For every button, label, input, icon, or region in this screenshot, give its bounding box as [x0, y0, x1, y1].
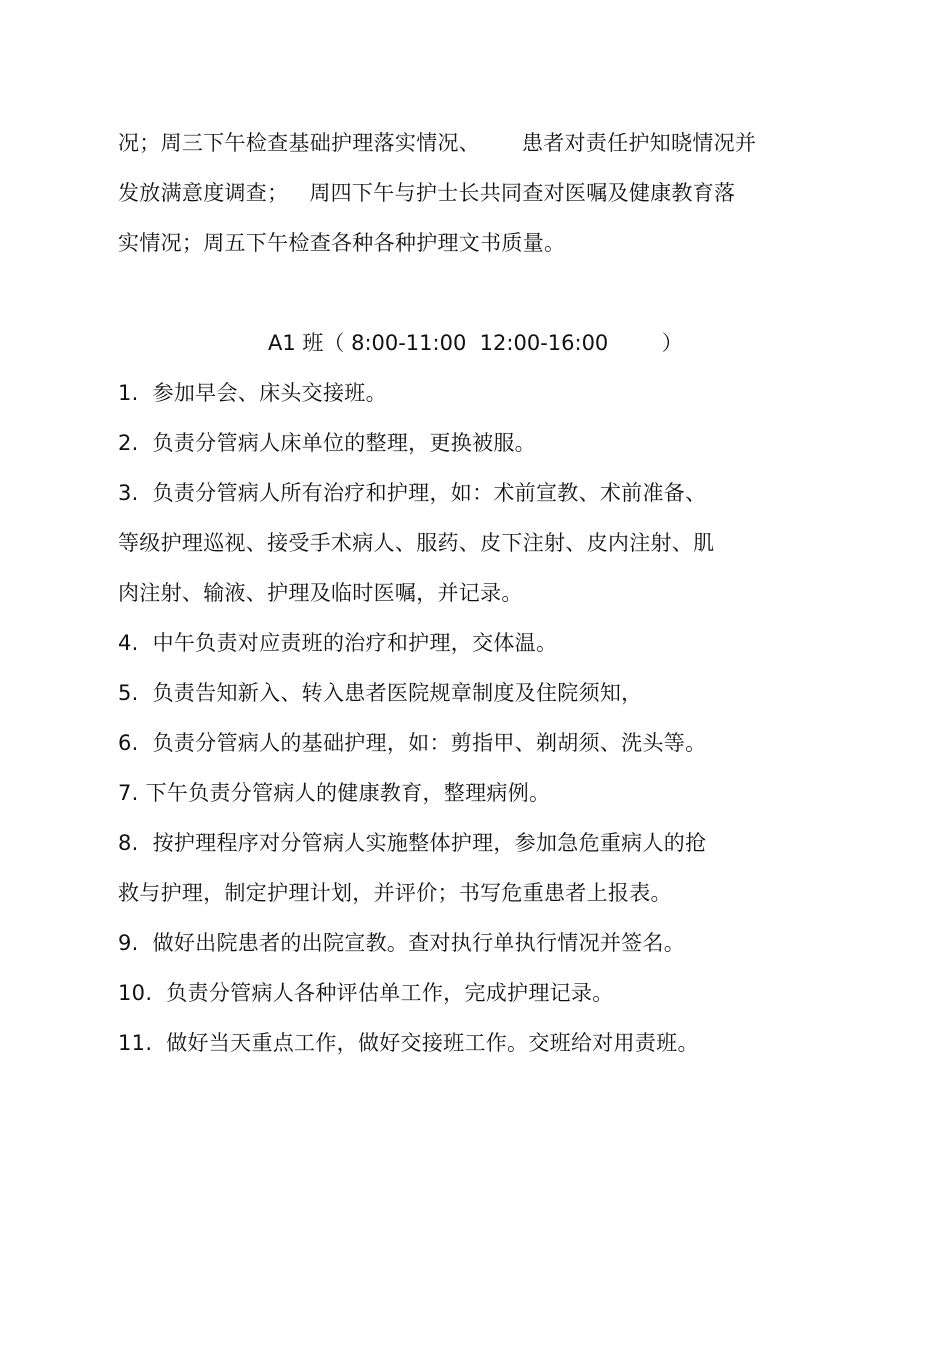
shift-heading: A1 班（ 8:00-11:00 12:00-16:00 ）: [268, 331, 683, 355]
list-item: 7. 下午负责分管病人的健康教育，整理病例。: [118, 781, 551, 805]
list-item-continuation: 救与护理，制定护理计划，并评价；书写危重患者上报表。: [118, 881, 672, 905]
list-item: 11. 做好当天重点工作，做好交接班工作。交班给对用责班。: [118, 1031, 699, 1055]
intro-line-3: 实情况；周五下午检查各种各种护理文书质量。: [118, 231, 566, 255]
list-item: 1. 参加早会、床头交接班。: [118, 381, 387, 405]
list-item-continuation: 肉注射、输液、护理及临时医嘱，并记录。: [118, 581, 523, 605]
list-item: 6. 负责分管病人的基础护理，如：剪指甲、剃胡须、洗头等。: [118, 731, 707, 755]
list-item: 3. 负责分管病人所有治疗和护理，如：术前宣教、术前准备、: [118, 481, 707, 505]
list-item: 2. 负责分管病人床单位的整理，更换被服。: [118, 431, 536, 455]
list-item: 10. 负责分管病人各种评估单工作，完成护理记录。: [118, 981, 614, 1005]
list-item: 5. 负责告知新入、转入患者医院规章制度及住院须知，: [118, 681, 643, 705]
list-item: 4. 中午负责对应责班的治疗和护理，交体温。: [118, 631, 558, 655]
intro-line-1: 况；周三下午检查基础护理落实情况、 患者对责任护知晓情况并: [118, 131, 757, 155]
intro-line-2: 发放满意度调查； 周四下午与护士长共同查对医嘱及健康教育落: [118, 181, 736, 205]
list-item: 8. 按护理程序对分管病人实施整体护理，参加急危重病人的抢: [118, 831, 707, 855]
list-item-continuation: 等级护理巡视、接受手术病人、服药、皮下注射、皮内注射、肌: [118, 531, 715, 555]
list-item: 9. 做好出院患者的出院宣教。查对执行单执行情况并签名。: [118, 931, 686, 955]
